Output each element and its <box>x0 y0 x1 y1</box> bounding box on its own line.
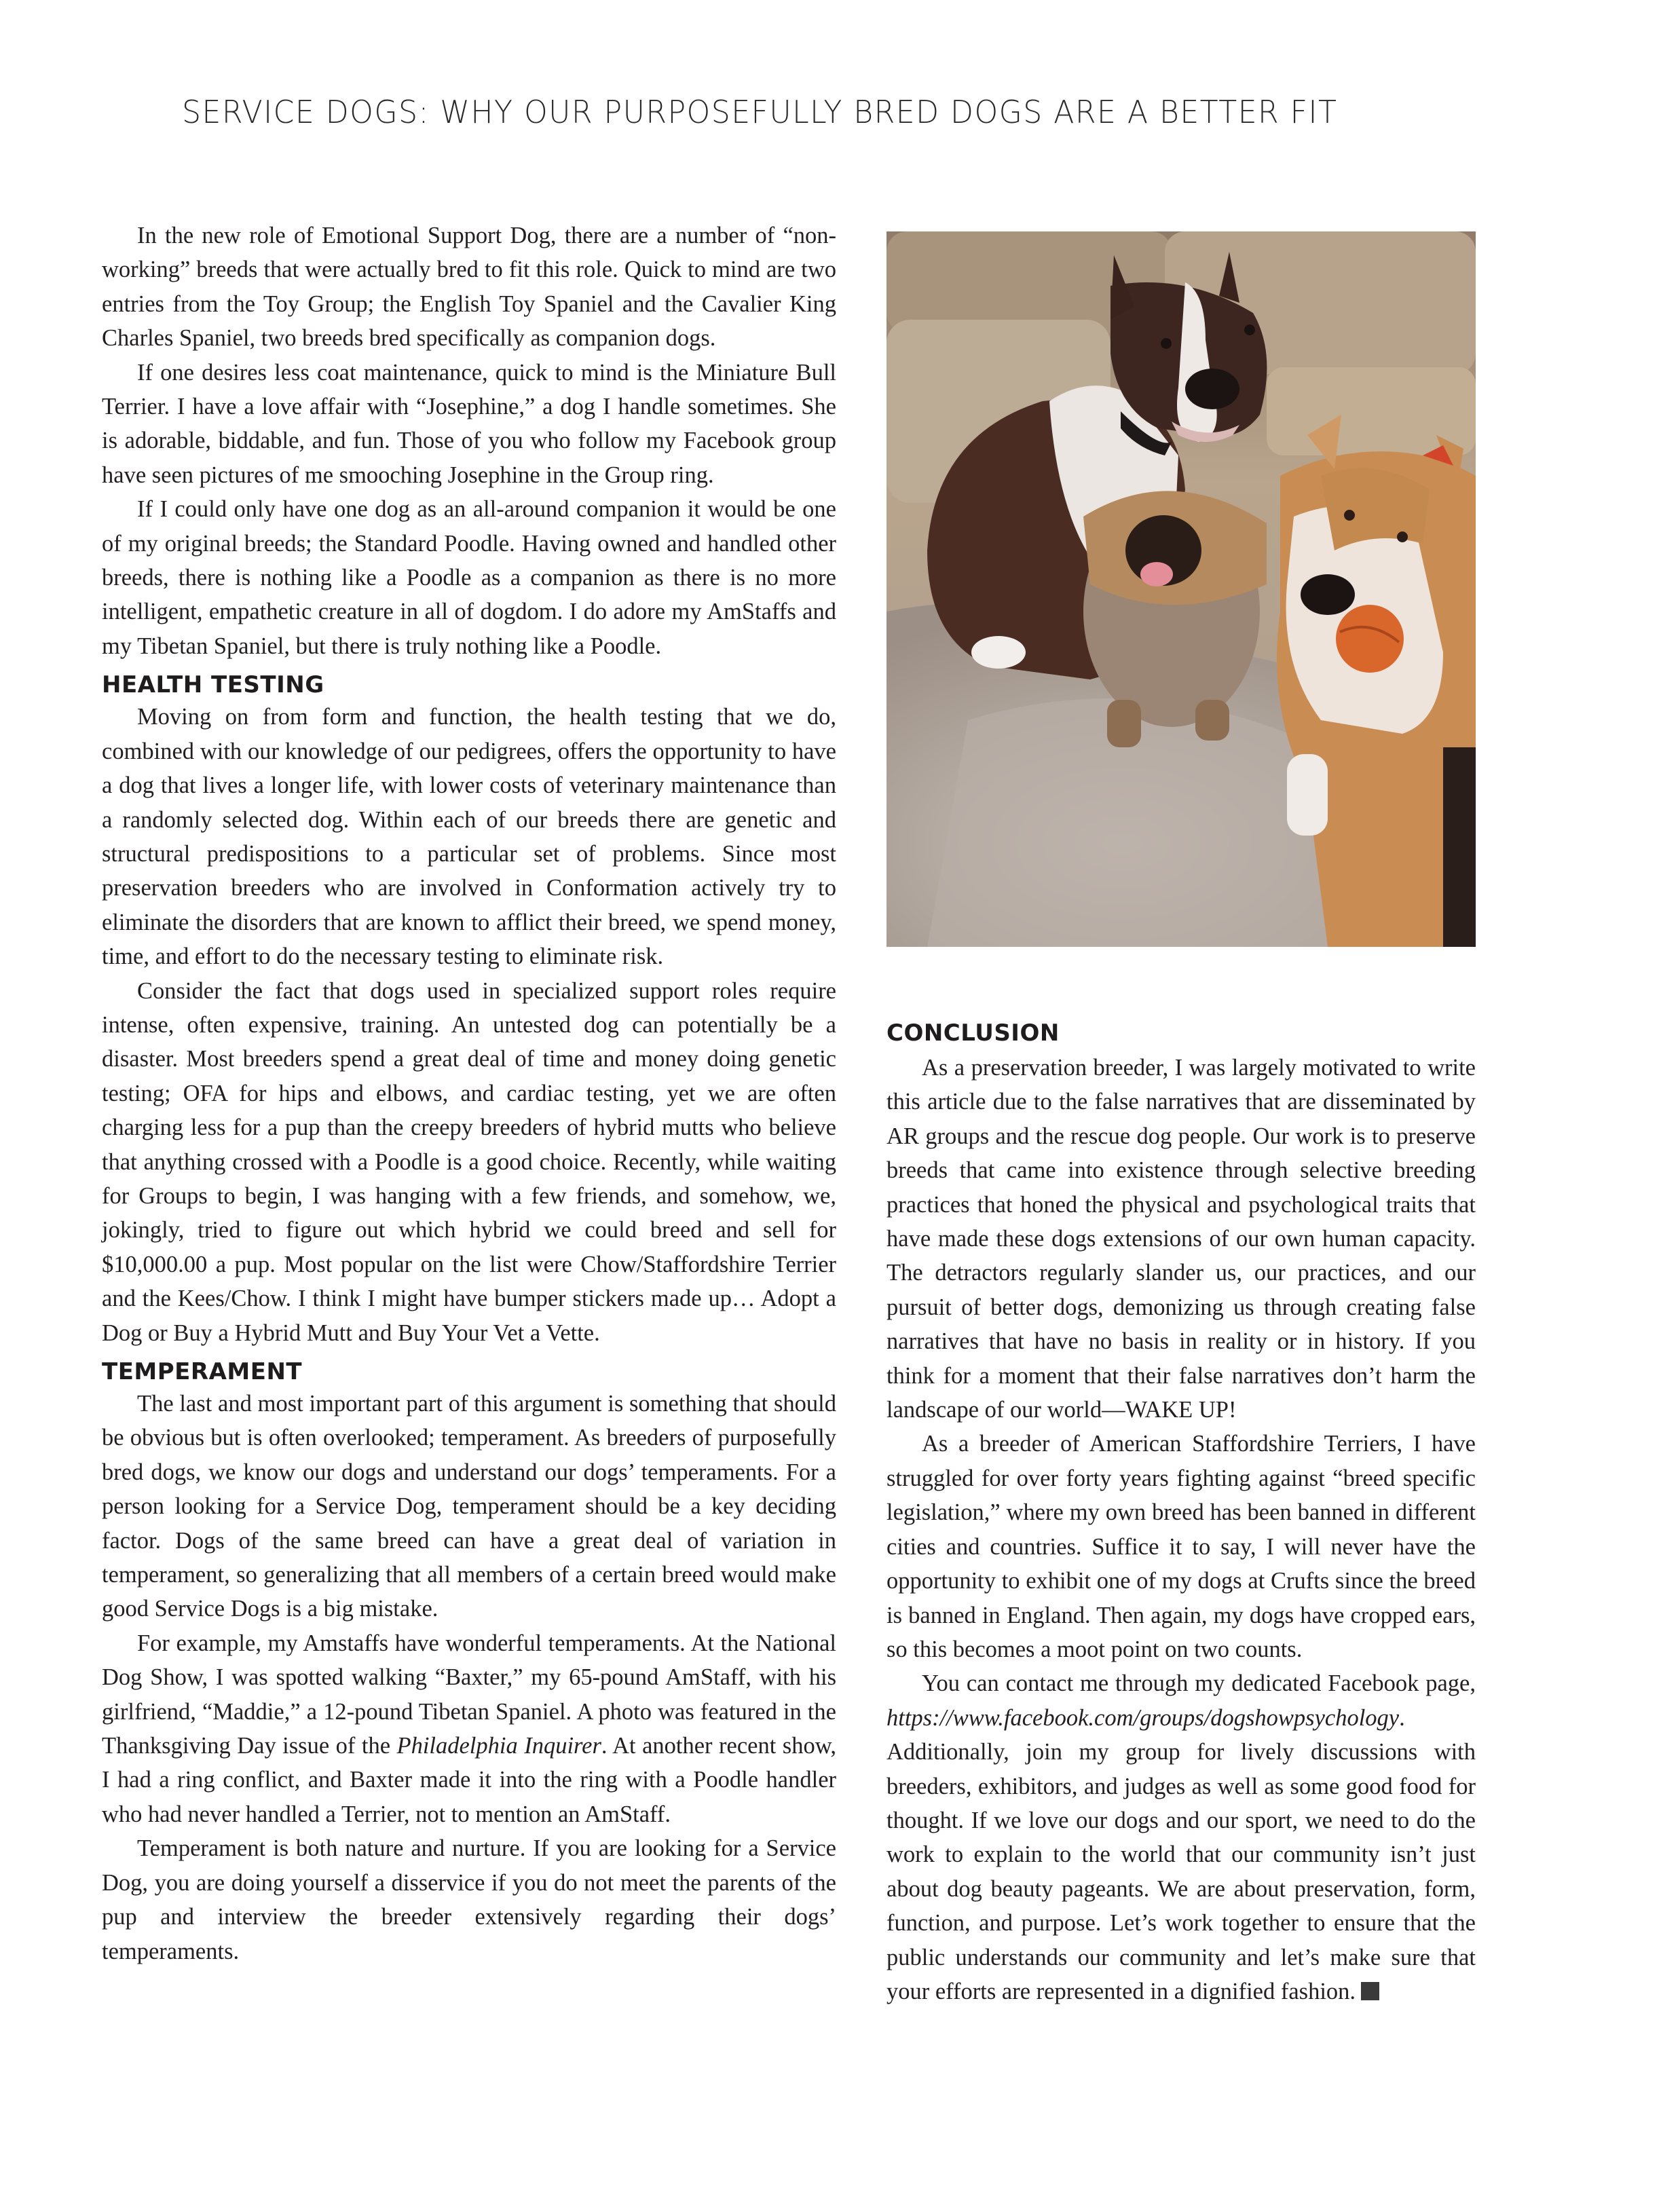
conclusion-paragraph: As a preservation breeder, I was largely motivated to write this article due to the false narratives that are disseminated by AR groups and the rescue dog people. Our work is to preserve breeds that came into existence through selective breeding practices that honed the physical and psychological traits that have made these dogs extensions of our own human capacity. The detractors regularly slander us, our practices, and our pursuit of better dogs, demonizing us through creating false narratives that have no basis in reality or in history. If you think for a moment that their false narratives don’t harm the landscape of our world—WAKE UP! <box>886 1055 1476 1423</box>
text-span: . Additionally, join my group for lively discussions with breeders, exhibitors, and judges as well as some good food for thought. If we love our dogs and our sport, we need to do the work to explain to the world that our community isn’t just about dog beauty pageants. We are about preservation, form, function, and purpose. Let’s work together to ensure that the public understands our community and let’s make sure that your efforts are represented in a dignified fashion. <box>886 1704 1476 2004</box>
publication-name: Philadelphia Inquirer <box>396 1733 601 1759</box>
temperament-paragraph: The last and most important part of this argument is something that should be obvious but is often overlooked; temperament. As breeders of purposefully bred dogs, we know our dogs and understand our dogs’ temperaments. For a person looking for a Service Dog, temperament should be a key deciding factor. Dogs of the same breed can have a great deal of variation in temperament, so generalizing that all members of a certain breed would make good Service Dogs is a big mistake. <box>102 1391 836 1622</box>
health-testing-paragraph: Consider the fact that dogs used in specialized support roles require intense, often expensive, training. An untested dog can potentially be a disaster. Most breeders spend a great deal of time and money doing genetic testing; OFA for hips and elbows, and cardiac testing, yet we are often charging less for a pup than the creepy breeders of hybrid mutts who believe that anything crossed with a Poodle is a good choice. Recently, while waiting for Groups to begin, I was hanging with a few friends, and somehow, we, jokingly, tried to figure out which hybrid we could breed and sell for $10,000.00 a pup. Most popular on the list were Chow/Staffordshire Terrier and the Kees/Chow. I think I might have bumper stickers made up… Adopt a Dog or Buy a Hybrid Mutt and Buy Your Vet a Vette. <box>102 977 836 1346</box>
section-heading-conclusion: CONCLUSION <box>886 1019 1060 1047</box>
intro-paragraph: If I could only have one dog as an all-around companion it would be one of my original breeds; the Standard Poodle. Having owned and handled other breeds, there is nothing like a Poodle as a companion as there is no more intelligent, empathetic creature in all of dogdom. I do adore my AmStaffs and my Tibetan Spaniel, but there is truly nothing like a Poodle. <box>102 496 836 659</box>
conclusion-paragraph: As a breeder of American Staffordshire Terriers, I have struggled for over forty years fighting against “breed specific legislation,” where my own breed has been banned in different cities and countries. Suffice it to say, I will never have the opportunity to exhibit one of my dogs at Crufts since the breed is banned in England. Then again, my dogs have cropped ears, so this becomes a moot point on two counts. <box>886 1431 1476 1662</box>
health-testing-paragraph: Moving on from form and function, the health testing that we do, combined with our knowledge of our pedigrees, offers the opportunity to have a dog that lives a longer life, with lower costs of veterinary maintenance than a randomly selected dog. Within each of our breeds there are genetic and structural predispositions to a particular set of problems. Since most preservation breeders who are involved in Conformation actively try to eliminate the disorders that are known to afflict their breed, we spend money, time, and effort to do the necessary testing to eliminate risk. <box>102 704 836 970</box>
page-title: SERVICE DOGS: WHY OUR PURPOSEFULLY BRED DOGS ARE A BETTER FIT <box>182 94 1338 130</box>
section-heading-temperament: TEMPERAMENT <box>102 1358 303 1385</box>
intro-paragraph: If one desires less coat maintenance, quick to mind is the Miniature Bull Terrier. I have a love affair with “Josephine,” a dog I handle sometimes. She is adorable, biddable, and fun. Those of you who follow my Facebook group have seen pictures of me smooching Josephine in the Group ring. <box>102 359 836 488</box>
text-span: For example, my Amstaffs have wonderful temperaments. At the National Dog Show, I was spotted walking “Baxter,” my 65-pound AmStaff, with his girlfriend, “Maddie,” a 12-pound Tibetan Spaniel. A photo was featured in the Thanksgiving Day issue of the <box>102 1630 836 1759</box>
temperament-paragraph: Temperament is both nature and nurture. If you are looking for a Service Dog, you are doing yourself a disservice if you do not meet the parents of the pup and interview the breeder extensively regarding their dogs’ temperaments. <box>102 1835 836 1964</box>
dogs-photo-illustration <box>886 231 1476 947</box>
dogs-photo <box>886 231 1476 947</box>
text-span: You can contact me through my dedicated Facebook page, <box>922 1670 1476 1697</box>
temperament-paragraph <box>102 1626 836 1831</box>
text-span: . At another recent show, I had a ring conflict, and Baxter made it into the ring with a Poodle handler who had never handled a Terrier, not to mention an AmStaff. <box>102 1733 836 1827</box>
facebook-group-link[interactable]: https://www.facebook.com/groups/dogshowpsychology <box>886 1704 1400 1731</box>
intro-paragraph: In the new role of Emotional Support Dog, there are a number of “non-working” breeds that were actually bred to fit this role. Quick to mind are two entries from the Toy Group; the English Toy Spaniel and the Cavalier King Charles Spaniel, two breeds bred specifically as companion dogs. <box>102 223 836 352</box>
left-column <box>102 219 836 1968</box>
section-heading-health-testing: HEALTH TESTING <box>102 671 324 699</box>
right-column <box>886 1018 1476 2008</box>
conclusion-paragraph <box>886 1666 1476 2008</box>
end-of-article-square-icon <box>1361 1982 1379 2000</box>
